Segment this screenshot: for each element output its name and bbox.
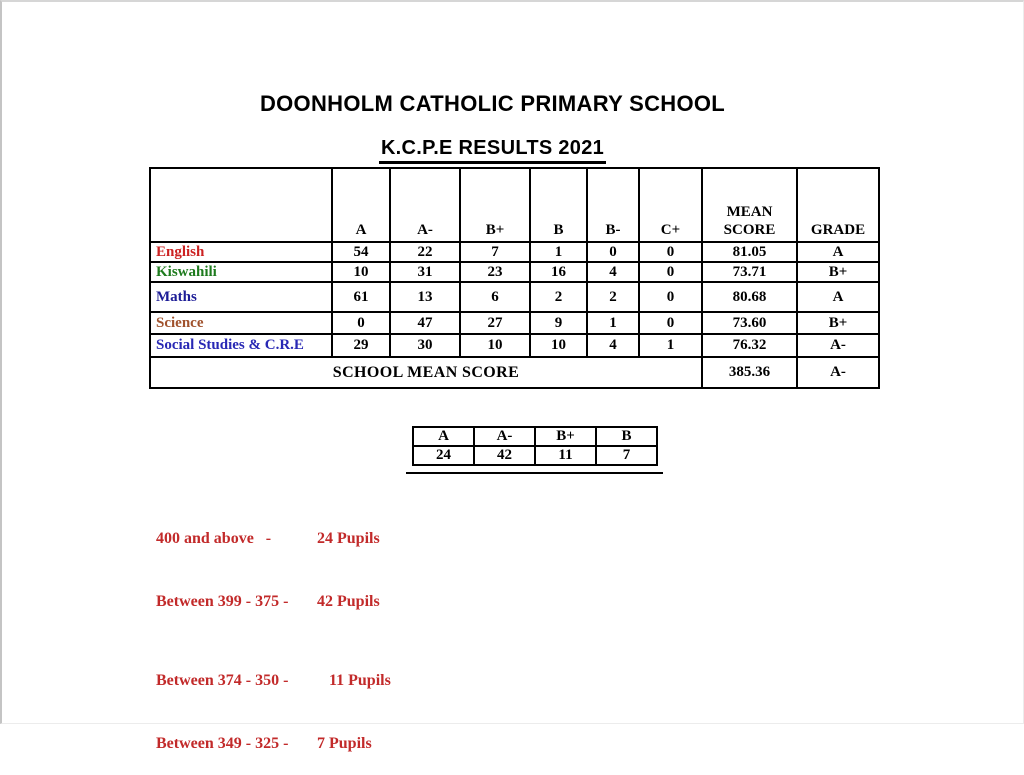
results-header-row: [150, 168, 879, 242]
column-header-c-plus: C+: [639, 168, 702, 242]
score-cell: 54: [332, 242, 390, 262]
score-cell: 29: [332, 334, 390, 357]
column-header-b: B: [530, 168, 587, 242]
school-mean-score-cell: 385.36: [702, 357, 797, 388]
summary-count-b-plus: 11: [535, 446, 596, 465]
pupil-count: 42 Pupils: [317, 593, 380, 610]
grade-summary-table: [412, 426, 658, 466]
grade-cell: B+: [797, 262, 879, 282]
score-cell: 2: [587, 282, 639, 312]
score-cell: 2: [530, 282, 587, 312]
summary-header-b: B: [596, 427, 657, 446]
grade-summary-count-row: [413, 446, 657, 465]
page-title: DOONHOLM CATHOLIC PRIMARY SCHOOL: [259, 91, 726, 116]
pupil-stat-row: [132, 649, 391, 712]
score-cell: 16: [530, 262, 587, 282]
column-header-b-minus: B-: [587, 168, 639, 242]
pupil-distribution: [132, 507, 391, 775]
score-cell: 9: [530, 312, 587, 334]
subject-label: Maths: [150, 282, 332, 312]
score-cell: 13: [390, 282, 460, 312]
table-row-kiswahili: [150, 262, 879, 282]
column-header-b-plus: B+: [460, 168, 530, 242]
table-row-english: [150, 242, 879, 262]
grade-cell: A: [797, 242, 879, 262]
score-cell: 10: [332, 262, 390, 282]
score-cell: 0: [332, 312, 390, 334]
score-range-label: Between 374 - 350 -: [156, 672, 289, 689]
column-header-mean-score: MEAN SCORE: [702, 168, 797, 242]
pupil-count: 7 Pupils: [317, 735, 372, 752]
score-cell: 31: [390, 262, 460, 282]
score-range-label: Between 349 - 325 -: [156, 735, 289, 752]
results-subtitle: K.C.P.E RESULTS 2021: [379, 137, 606, 164]
score-cell: 47: [390, 312, 460, 334]
score-range-label: Between 399 - 375 -: [156, 593, 289, 610]
score-cell: 7: [460, 242, 530, 262]
score-cell: 1: [587, 312, 639, 334]
table-row-science: [150, 312, 879, 334]
subject-label: Science: [150, 312, 332, 334]
grade-cell: A: [797, 282, 879, 312]
score-cell: 0: [639, 242, 702, 262]
results-table: [149, 167, 880, 389]
mean-score-cell: 73.71: [702, 262, 797, 282]
mean-score-cell: 73.60: [702, 312, 797, 334]
column-header-a-minus: A-: [390, 168, 460, 242]
mean-score-cell: 76.32: [702, 334, 797, 357]
score-cell: 1: [530, 242, 587, 262]
subject-label: Kiswahili: [150, 262, 332, 282]
pupil-stat-row: [132, 712, 391, 775]
table-row-maths: [150, 282, 879, 312]
subject-label: English: [150, 242, 332, 262]
score-cell: 30: [390, 334, 460, 357]
score-cell: 10: [530, 334, 587, 357]
mean-score-cell: 80.68: [702, 282, 797, 312]
school-mean-label: SCHOOL MEAN SCORE: [150, 357, 702, 388]
table-row-social-studies: [150, 334, 879, 357]
grade-summary-header-row: [413, 427, 657, 446]
column-header-a: A: [332, 168, 390, 242]
summary-header-b-plus: B+: [535, 427, 596, 446]
grade-cell: B+: [797, 312, 879, 334]
school-mean-row: [150, 357, 879, 388]
score-cell: 61: [332, 282, 390, 312]
summary-count-a-minus: 42: [474, 446, 535, 465]
score-cell: 0: [639, 262, 702, 282]
score-cell: 22: [390, 242, 460, 262]
pupil-count: 11 Pupils: [317, 672, 391, 689]
pupil-stat-row: [132, 507, 391, 570]
score-cell: 0: [587, 242, 639, 262]
column-header-grade: GRADE: [797, 168, 879, 242]
school-mean-grade-cell: A-: [797, 357, 879, 388]
summary-header-a-minus: A-: [474, 427, 535, 446]
score-cell: 1: [639, 334, 702, 357]
grade-cell: A-: [797, 334, 879, 357]
subject-column-header: [150, 168, 332, 242]
summary-count-a: 24: [413, 446, 474, 465]
score-cell: 4: [587, 262, 639, 282]
summary-header-a: A: [413, 427, 474, 446]
score-cell: 6: [460, 282, 530, 312]
summary-underline: [406, 472, 663, 474]
score-cell: 27: [460, 312, 530, 334]
score-cell: 0: [639, 282, 702, 312]
mean-score-cell: 81.05: [702, 242, 797, 262]
score-cell: 0: [639, 312, 702, 334]
subtitle-row: [2, 137, 983, 164]
summary-count-b: 7: [596, 446, 657, 465]
score-cell: 23: [460, 262, 530, 282]
subject-label: Social Studies & C.R.E: [150, 334, 332, 357]
pupil-stat-row: [132, 570, 391, 633]
score-cell: 10: [460, 334, 530, 357]
score-cell: 4: [587, 334, 639, 357]
score-range-label: 400 and above -: [156, 530, 272, 547]
pupil-count: 24 Pupils: [317, 530, 380, 547]
